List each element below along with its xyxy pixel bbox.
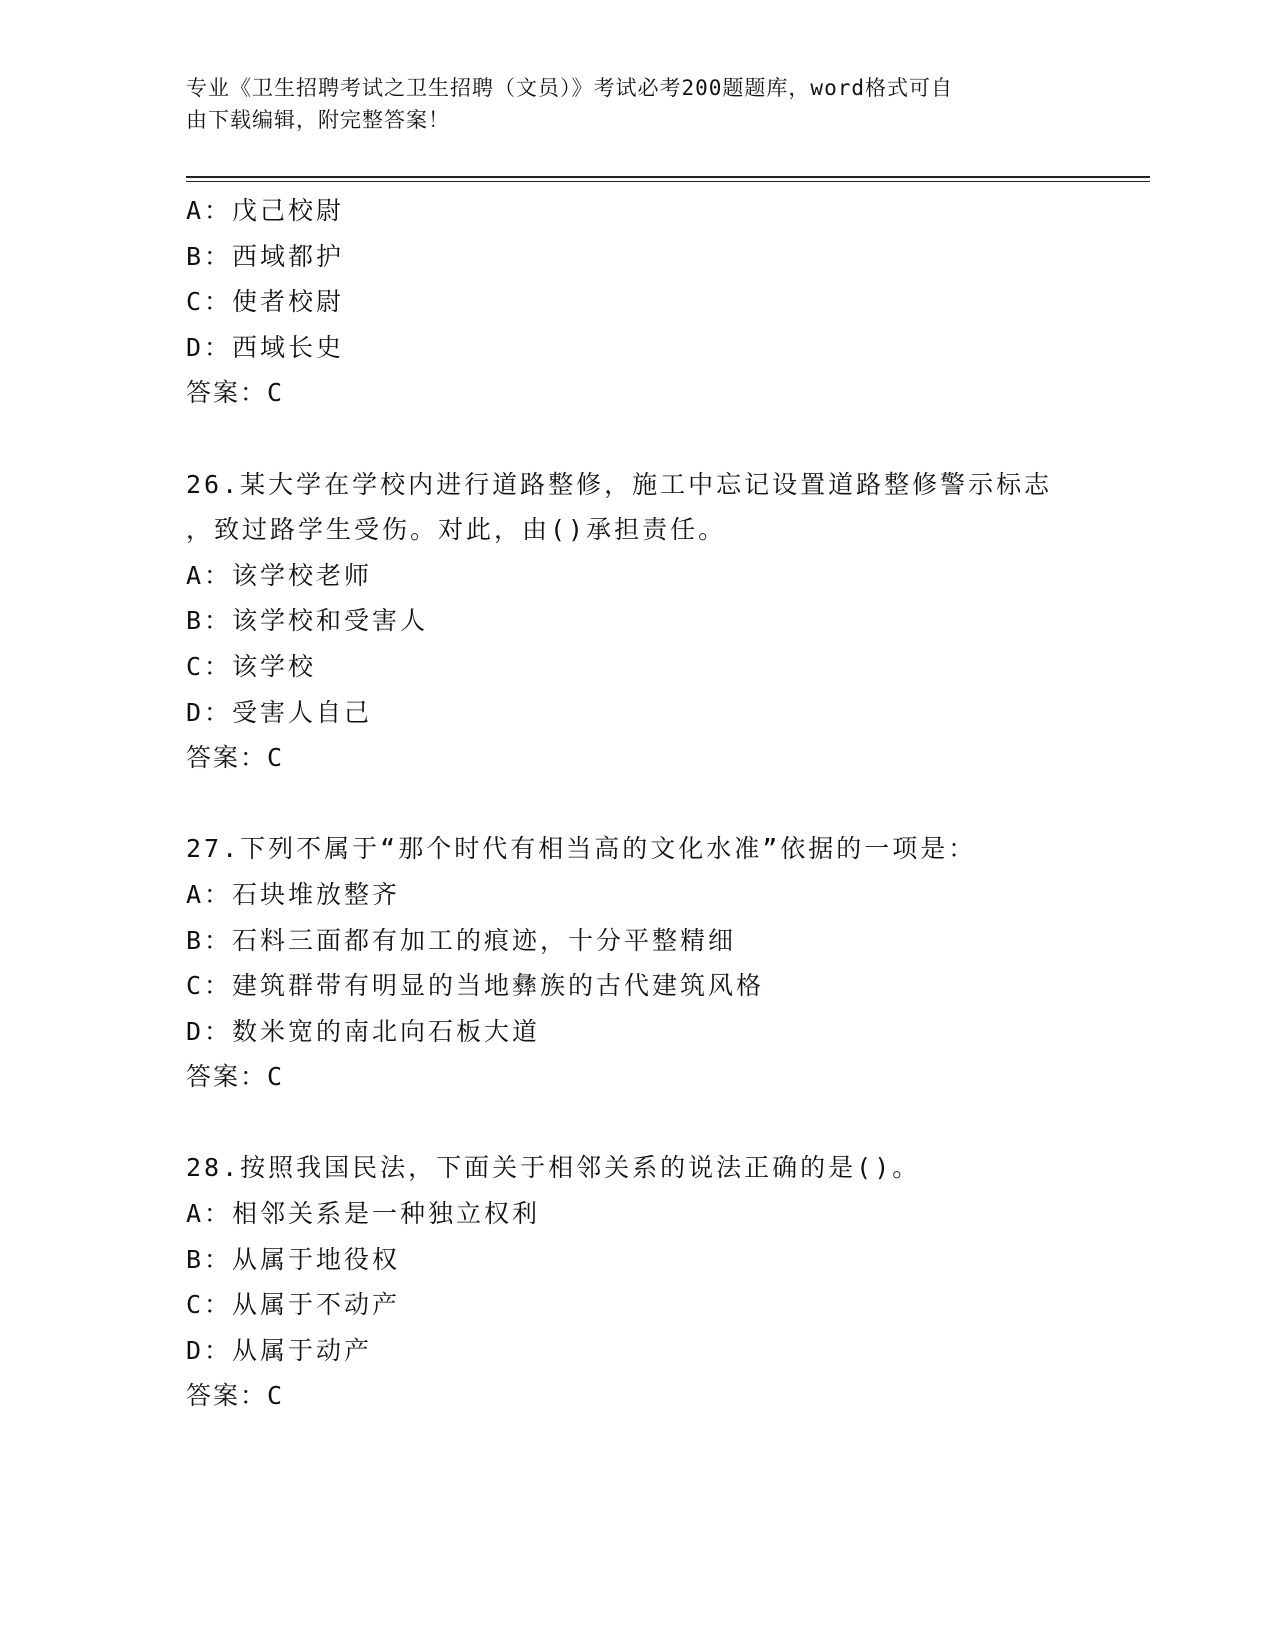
answer-line: 答案：C [186, 378, 285, 408]
header-divider-thin [186, 181, 1150, 182]
option-c: C：从属于不动产 [186, 1290, 401, 1320]
option-d: D：受害人自己 [186, 697, 373, 727]
option-a: A：该学校老师 [186, 560, 373, 590]
question-stem-line-1: 28.按照我国民法，下面关于相邻关系的说法正确的是()。 [186, 1153, 921, 1183]
option-c: C：该学校 [186, 651, 317, 681]
question-stem-line-2: ，致过路学生受伤。对此，由()承担责任。 [186, 515, 727, 545]
spacer [186, 1100, 1116, 1146]
answer-line: 答案：C [186, 743, 285, 773]
option-d: D：数米宽的南北向石板大道 [186, 1016, 541, 1046]
header-line-2: 由下载编辑，附完整答案！ [186, 108, 450, 132]
header-divider-thick [186, 176, 1150, 178]
document-header [186, 72, 1066, 136]
answer-line: 答案：C [186, 1381, 285, 1411]
question-stem-line-1: 27.下列不属于“那个时代有相当高的文化水准”依据的一项是： [186, 834, 977, 864]
option-a: A：戊己校尉 [186, 196, 345, 225]
header-line-1: 专业《卫生招聘考试之卫生招聘（文员）》考试必考200题题库，word格式可自 [186, 76, 953, 100]
option-d: D：从属于动产 [186, 1335, 373, 1365]
answer-line: 答案：C [186, 1062, 285, 1092]
option-b: B：从属于地役权 [186, 1244, 401, 1274]
option-d: D：西域长史 [186, 332, 345, 362]
question-block-27 [186, 826, 1116, 1100]
spacer [186, 781, 1116, 827]
question-block-28 [186, 1145, 1116, 1419]
question-block-25 [186, 188, 1116, 416]
option-a: A：石块堆放整齐 [186, 879, 401, 909]
option-b: B：该学校和受害人 [186, 606, 429, 636]
option-b: B：西域都护 [186, 241, 345, 271]
option-a: A：相邻关系是一种独立权利 [186, 1199, 541, 1229]
option-c: C：使者校尉 [186, 287, 345, 317]
option-b: B：石料三面都有加工的痕迹，十分平整精细 [186, 925, 737, 955]
spacer [186, 416, 1116, 462]
question-list [186, 188, 1116, 1419]
question-stem-line-1: 26.某大学在学校内进行道路整修，施工中忘记设置道路整修警示标志 [186, 469, 1053, 499]
option-c: C：建筑群带有明显的当地彝族的古代建筑风格 [186, 971, 765, 1001]
question-block-26 [186, 462, 1116, 781]
